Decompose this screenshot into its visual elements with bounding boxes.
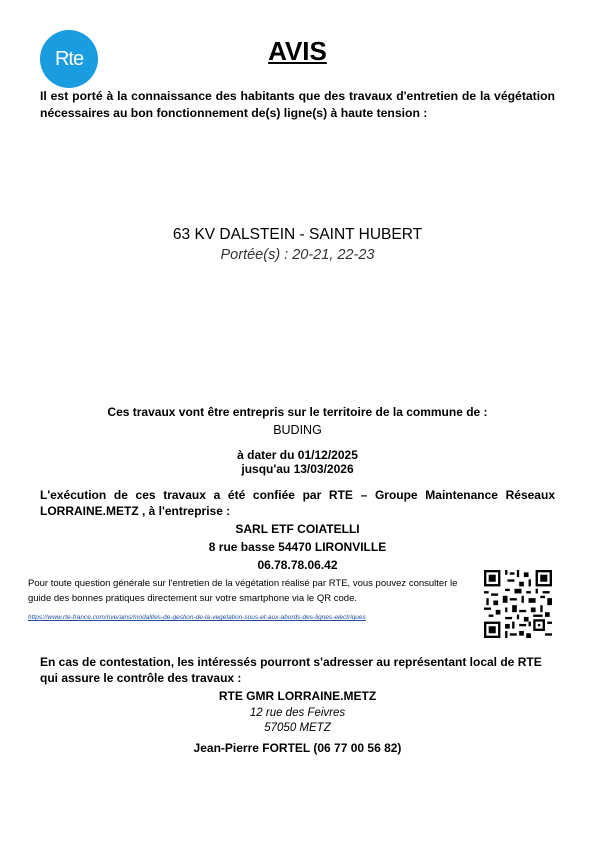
rte-logo-text: Rte [54, 47, 84, 70]
qr-info-text: Pour toute question générale sur l'entretien de la végétation réalisé par RTE, vous pouvez consulter le guide des bonnes pratiques directement sur votre smartphone via le QR code. [28, 578, 458, 604]
guide-link[interactable]: https://www.rte-france.com/riverains/modalites-de-gestion-de-la-vegetation-sous-et-aux-abords-des-lignes-electriques [28, 614, 366, 621]
representative-city: 57050 METZ [264, 722, 331, 734]
commune-intro: Ces travaux vont être entrepris sur le territoire de la commune de : [107, 405, 488, 419]
commune-name: BUDING [273, 423, 322, 437]
representative-name: RTE GMR LORRAINE.METZ [218, 689, 377, 703]
qr-code-icon[interactable] [484, 570, 552, 638]
company-address: 8 rue basse 54470 LIRONVILLE [208, 540, 387, 554]
contest-text: En cas de contestation, les intéressés pourront s'adresser au représentant local de RTE qui assure le contrôle des travaux : [40, 655, 542, 685]
line-name: 63 KV DALSTEIN - SAINT HUBERT [172, 226, 423, 243]
representative-street: 12 rue des Feivres [249, 707, 346, 719]
company-name: SARL ETF COIATELLI [235, 522, 360, 536]
representative-contact: Jean-Pierre FORTEL (06 77 00 56 82) [193, 741, 402, 755]
notice-title: AVIS [268, 36, 327, 66]
date-to: jusqu'au 13/03/2026 [241, 462, 354, 476]
intro-text: Il est porté à la connaissance des habitants que des travaux d'entretien de la végétation nécessaires au bon fonctionnement de(s) ligne(s) à haute tension : [40, 89, 555, 120]
date-from: à dater du 01/12/2025 [237, 448, 358, 462]
line-spans: Portée(s) : 20-21, 22-23 [220, 247, 375, 263]
company-phone: 06.78.78.06.42 [257, 558, 338, 572]
execution-text: L'exécution de ces travaux a été confiée par RTE – Groupe Maintenance Réseaux LORRAINE.METZ , à l'entreprise : [40, 488, 555, 518]
company-block [0, 520, 595, 574]
